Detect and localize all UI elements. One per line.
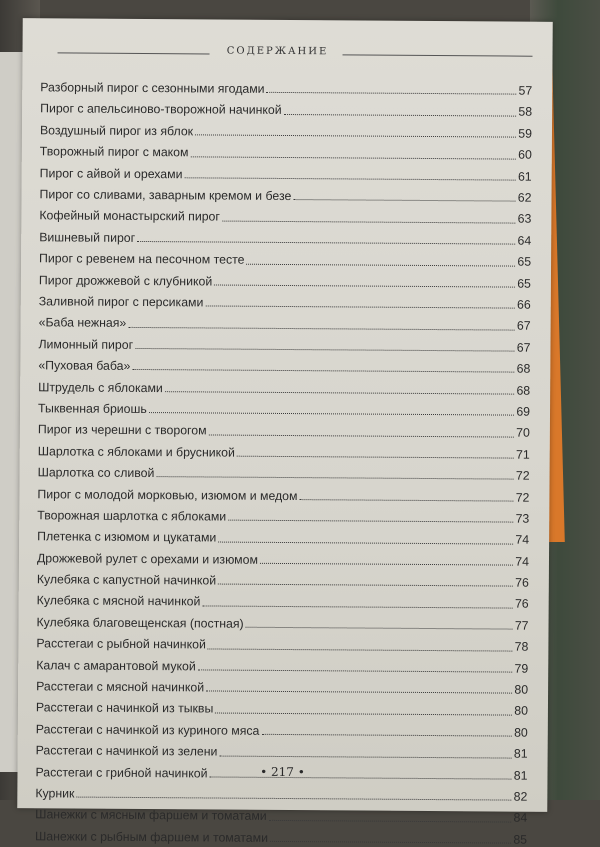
book-page: [17, 18, 553, 847]
toc-entry-title: «Пуховая баба»: [38, 358, 131, 374]
toc-entry-page: 71: [515, 447, 530, 462]
toc-entry: [37, 607, 529, 632]
toc-entry: [36, 693, 528, 718]
toc-entry-page: 74: [515, 532, 530, 548]
toc-entry: [36, 671, 528, 696]
toc-entry-title: Лимонный пирог: [38, 337, 134, 352]
toc-entry-page: 74: [515, 554, 530, 569]
toc-entry-title: Воздушный пирог из яблок: [39, 123, 194, 139]
toc-entry-page: 58: [518, 105, 533, 120]
dot-leader: [270, 840, 511, 844]
toc-entry-title: Расстегаи с начинкой из зелени: [35, 743, 218, 759]
dot-leader: [284, 113, 517, 117]
toc-entry-title: Калач с амарантовой мукой: [36, 657, 196, 674]
toc-entry-title: Кулебяка с капустной начинкой: [36, 572, 217, 588]
toc-entry-title: Шарлотка с яблоками и брусникой: [37, 444, 235, 460]
toc-entry: [38, 372, 530, 397]
dot-leader: [269, 819, 512, 823]
table-of-contents: [35, 72, 532, 845]
toc-entry-page: 77: [514, 618, 529, 633]
toc-entry: [36, 628, 528, 653]
toc-entry-page: 72: [515, 490, 530, 505]
toc-entry: [39, 286, 531, 311]
dot-leader: [267, 91, 517, 95]
toc-entry-page: 67: [516, 319, 531, 334]
toc-entry-title: Курник: [35, 786, 75, 801]
toc-entry-page: 81: [513, 746, 528, 761]
toc-entry-page: 65: [517, 276, 531, 291]
header-rule-right: [343, 54, 533, 56]
toc-entry-page: 65: [517, 254, 532, 269]
toc-entry: [39, 179, 531, 204]
dot-leader: [261, 733, 512, 737]
toc-entry: [38, 457, 530, 482]
toc-entry-title: Пирог с ревенем на песочном тесте: [39, 251, 245, 267]
toc-entry-title: Вишневый пирог: [39, 230, 136, 245]
toc-entry-title: Пирог из черешни с творогом: [37, 422, 207, 438]
dot-leader: [293, 198, 516, 202]
toc-entry-title: Тыквенная бриошь: [37, 401, 147, 416]
toc-entry-title: Пирог дрожжевой с клубникой: [38, 272, 213, 289]
page-title: СОДЕРЖАНИЕ: [226, 45, 329, 58]
toc-entry-title: Плетенка с изюмом и цукатами: [37, 529, 217, 545]
toc-entry: [40, 158, 532, 183]
toc-entry: [35, 821, 527, 846]
toc-entry-title: «Баба нежная»: [38, 315, 127, 331]
toc-entry: [40, 94, 532, 119]
toc-entry-page: 72: [515, 468, 530, 483]
toc-entry-page: 76: [514, 597, 529, 612]
page-number: • 217 •: [260, 764, 305, 780]
toc-entry-title: Шарлотка со сливой: [37, 465, 155, 481]
toc-entry-title: Разборный пирог с сезонными ягодами: [40, 80, 265, 96]
toc-entry-title: Творожный пирог с маком: [39, 144, 189, 160]
toc-entry-page: 73: [515, 511, 530, 526]
toc-entry-title: Пирог с апельсиново-творожной начинкой: [40, 101, 282, 118]
toc-entry: [40, 115, 532, 140]
toc-entry-title: Кофейный монастырский пирог: [39, 208, 220, 224]
toc-entry-title: Творожная шарлотка с яблоками: [37, 508, 227, 524]
toc-entry-title: Расстегаи с рыбной начинкой: [36, 636, 206, 652]
page-header: [22, 44, 552, 64]
toc-entry: [36, 714, 528, 739]
toc-entry-page: 80: [514, 704, 528, 719]
toc-entry-page: 78: [514, 639, 529, 654]
toc-entry: [38, 436, 530, 461]
toc-entry-title: Шанежки с рыбным фаршем и томатами: [35, 829, 269, 845]
toc-entry: [37, 564, 529, 589]
toc-entry: [38, 393, 530, 418]
toc-entry-title: Расстегаи с грибной начинкой: [35, 764, 208, 781]
toc-entry-page: 81: [513, 768, 528, 783]
toc-entry-page: 69: [516, 404, 531, 419]
toc-entry-page: 59: [518, 126, 533, 141]
toc-entry-page: 85: [513, 832, 528, 847]
toc-entry: [40, 72, 532, 97]
toc-entry: [40, 136, 532, 161]
toc-entry-title: Кулебяка благовещенская (постная): [36, 615, 244, 631]
toc-entry: [39, 222, 531, 247]
header-rule-left: [58, 52, 210, 54]
toc-entry-page: 64: [517, 233, 532, 248]
toc-entry-title: Пирог с айвой и орехами: [39, 165, 183, 181]
toc-entry-page: 63: [517, 212, 532, 227]
toc-entry: [38, 329, 530, 354]
toc-entry-title: Пирог с молодой морковью, изюмом и медом: [37, 486, 298, 503]
toc-entry: [39, 243, 531, 268]
toc-entry-page: 80: [514, 725, 528, 740]
toc-entry: [35, 800, 527, 825]
toc-entry-title: Расстегаи с начинкой из тыквы: [35, 700, 214, 716]
toc-entry-page: 61: [517, 169, 532, 184]
toc-entry-page: 76: [515, 575, 529, 590]
toc-entry: [36, 650, 528, 675]
toc-entry: [37, 479, 529, 504]
toc-entry-page: 60: [518, 147, 532, 162]
toc-entry-page: 68: [516, 361, 531, 376]
toc-entry: [36, 735, 528, 760]
toc-entry: [37, 586, 529, 611]
toc-entry-title: Дрожжевой рулет с орехами и изюмом: [36, 550, 258, 567]
toc-entry-page: 82: [513, 789, 528, 804]
toc-entry: [38, 350, 530, 375]
toc-entry: [37, 500, 529, 525]
toc-entry: [38, 415, 530, 440]
dot-leader: [260, 562, 513, 566]
toc-entry-page: 67: [516, 340, 531, 355]
toc-entry-page: 62: [517, 190, 532, 205]
toc-entry-title: Штрудель с яблоками: [38, 379, 163, 395]
toc-entry: [39, 201, 531, 226]
toc-entry-title: Расстегаи с начинкой из куриного мяса: [35, 722, 260, 738]
toc-entry-page: 84: [513, 810, 528, 826]
toc-entry-page: 57: [518, 83, 533, 98]
toc-entry: [37, 543, 529, 568]
dot-leader: [299, 498, 513, 501]
toc-entry-page: 79: [514, 661, 529, 676]
toc-entry-title: Расстегаи с мясной начинкой: [36, 679, 205, 695]
toc-entry-title: Кулебяка с мясной начинкой: [36, 593, 201, 609]
toc-entry-page: 68: [516, 383, 531, 398]
toc-entry: [39, 308, 531, 333]
toc-entry: [37, 521, 529, 546]
toc-entry-title: Пирог со сливами, заварным кремом и безе: [39, 187, 292, 204]
toc-entry-page: 70: [516, 425, 530, 441]
toc-entry: [39, 265, 531, 290]
toc-entry-title: Шанежки с мясным фаршем и томатами: [35, 807, 267, 824]
toc-entry-page: 80: [514, 682, 529, 697]
toc-entry-title: Заливной пирог с персиками: [38, 294, 204, 310]
toc-entry-page: 66: [517, 297, 531, 312]
